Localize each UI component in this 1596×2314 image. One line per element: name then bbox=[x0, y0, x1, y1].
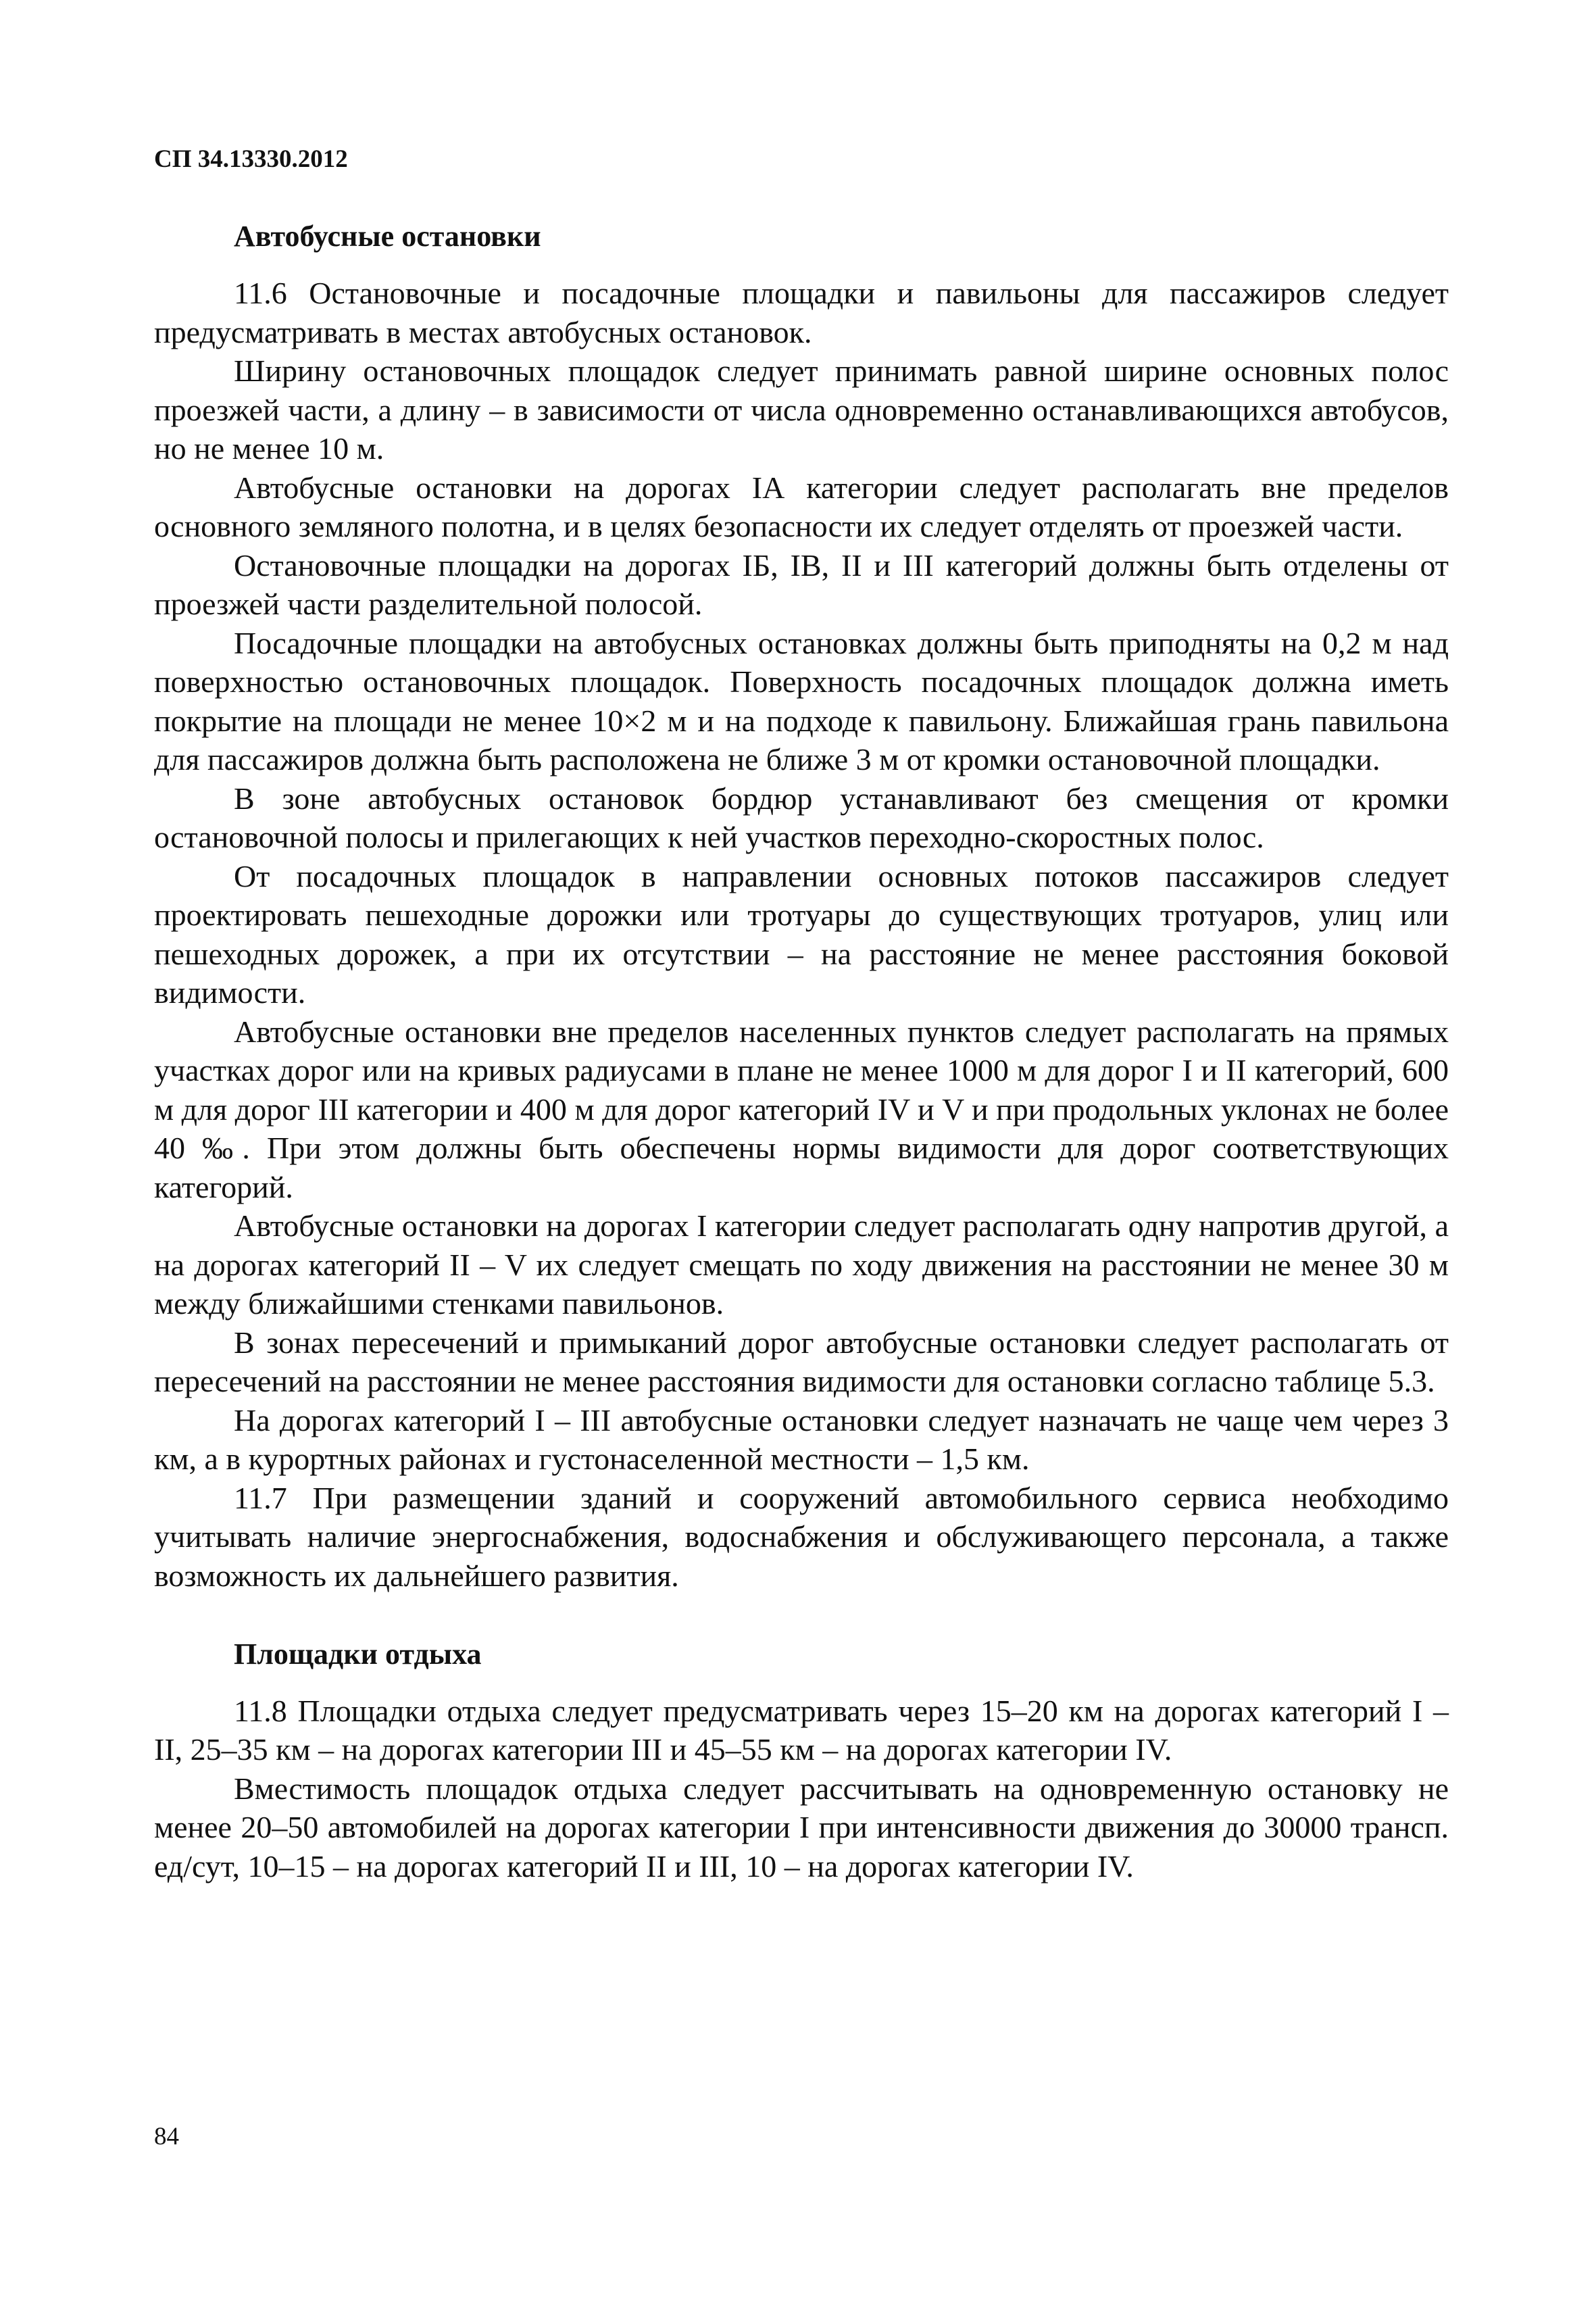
paragraph: Автобусные остановки на дорогах IА категории следует располагать вне пределов основного земляного полотна, и в целях безопасности их следует отделять от проезжей части. bbox=[154, 470, 1449, 544]
document-code: СП 34.13330.2012 bbox=[154, 145, 348, 173]
paragraph: В зоне автобусных остановок бордюр устанавливают без смещения от кромки остановочной полосы и прилегающих к ней участков переходно-скоростных полос. bbox=[154, 781, 1449, 855]
document-page bbox=[154, 145, 1449, 1886]
paragraph: Автобусные остановки вне пределов населенных пунктов следует располагать на прямых участках дорог или на кривых радиусами в плане не менее 1000 м для дорог I и II категорий, 600 м для дорог III категории и 400 м для дорог категорий IV и V и при продольных уклонах не более 40 ‰. При этом должны быть обеспечены нормы видимости для дорог соответствующих категорий. bbox=[154, 1014, 1449, 1204]
section-heading: Площадки отдыха bbox=[234, 1638, 482, 1671]
paragraph: 11.7 При размещении зданий и сооружений автомобильного сервиса необходимо учитывать наличие энергоснабжения, водоснабжения и обслуживающего персонала, а также возможность их дальнейшего развития. bbox=[154, 1480, 1449, 1593]
paragraph: Посадочные площадки на автобусных остановках должны быть приподняты на 0,2 м над поверхностью остановочных площадок. Поверхность посадочных площадок должна иметь покрытие на площади не менее 10×2 м и на подходе к павильону. Ближайшая грань павильона для пассажиров должна быть расположена не ближе 3 м от кромки остановочной площадки. bbox=[154, 625, 1449, 777]
paragraph: 11.6 Остановочные и посадочные площадки и павильоны для пассажиров следует предусматривать в местах автобусных остановок. bbox=[154, 276, 1449, 349]
paragraph: Вместимость площадок отдыха следует рассчитывать на одновременную остановку не менее 20–50 автомобилей на дорогах категории I при интенсивности движения до 30000 трансп. ед/сут, 10–15 – на дорогах категорий II и III, 10 – на дорогах категории IV. bbox=[154, 1771, 1449, 1884]
paragraph: Остановочные площадки на дорогах IБ, IВ, II и III категорий должны быть отделены от проезжей части разделительной полосой. bbox=[154, 547, 1449, 622]
paragraph: В зонах пересечений и примыканий дорог автобусные остановки следует располагать от пересечений на расстоянии не менее расстояния видимости для остановки согласно таблице 5.3. bbox=[154, 1325, 1449, 1399]
section-rest-areas bbox=[154, 1637, 1449, 1886]
paragraph: Ширину остановочных площадок следует принимать равной ширине основных полос проезжей части, а длину – в зависимости от числа одновременно останавливающихся автобусов, но не менее 10 м. bbox=[154, 353, 1449, 466]
paragraph: От посадочных площадок в направлении основных потоков пассажиров следует проектировать пешеходные дорожки или тротуары до существующих тротуаров, улиц или пешеходных дорожек, а при их отсутствии – на расстояние не менее расстояния боковой видимости. bbox=[154, 858, 1449, 1010]
paragraph: 11.8 Площадки отдыха следует предусматривать через 15–20 км на дорогах категорий I – II, 25–35 км – на дорогах категории III и 45–55 км – на дорогах категории IV. bbox=[154, 1693, 1449, 1767]
section-bus-stops bbox=[154, 219, 1449, 1595]
page-number: 84 bbox=[154, 2123, 179, 2150]
paragraph: На дорогах категорий I – III автобусные остановки следует назначать не чаще чем через 3 км, а в курортных районах и густонаселенной местности – 1,5 км. bbox=[154, 1402, 1449, 1477]
paragraph: Автобусные остановки на дорогах I категории следует располагать одну напротив другой, а на дорогах категорий II – V их следует смещать по ходу движения на расстоянии не менее 30 м между ближайшими стенками павильонов. bbox=[154, 1208, 1449, 1321]
section-heading: Автобусные остановки bbox=[234, 220, 541, 253]
